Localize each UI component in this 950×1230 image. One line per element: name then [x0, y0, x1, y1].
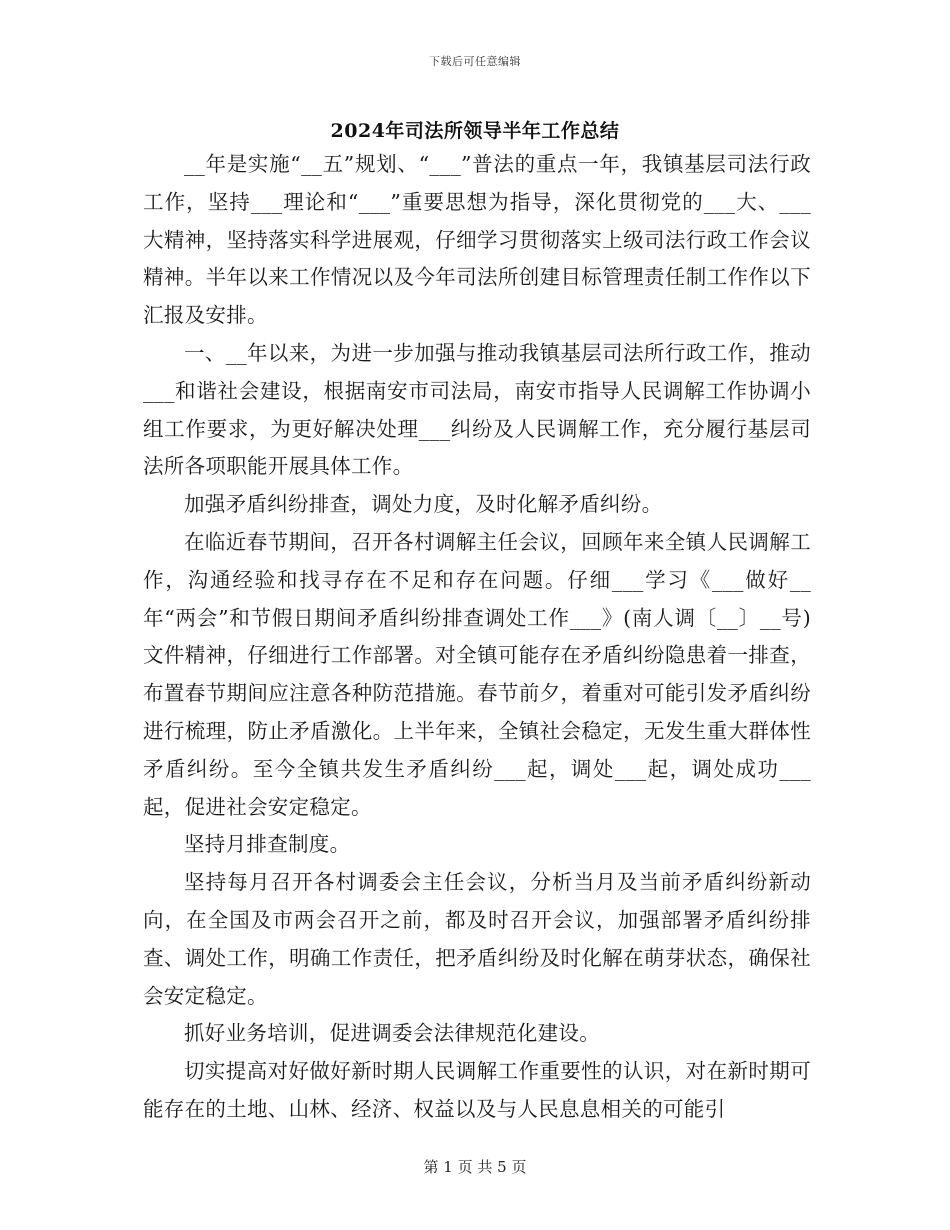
paragraph-heading-monthly-check: 坚持月排查制度。	[184, 832, 351, 857]
paragraph-heading-training: 抓好业务培训，促进调委会法律规范化建设。	[184, 1021, 600, 1046]
paragraph-monthly-meetings: 坚持每月召开各村调委会主任会议，分析当月及当前矛盾纠纷新动向，在全国及市两会召开之前，都及时召开会议，加强部署矛盾纠纷排查、调处工作，明确工作责任，把矛盾纠纷及时化解在萌芽状态，确保社会安定稳定。	[143, 870, 811, 1008]
document-title: 2024年司法所领导半年工作总结	[330, 120, 620, 142]
paragraph-intro: __年是实施“__五”规划、“___”普法的重点一年，我镇基层司法行政工作，坚持___理论和“___”重要思想为指导，深化贯彻党的___大、___大精神，坚持落实科学进展观，仔细学习贯彻落实上级司法行政工作会议精神。半年以来工作情况以及今年司法所创建目标管理责任制工作作以下汇报及安排。	[143, 152, 811, 328]
paragraph-mediation-importance: 切实提高对好做好新时期人民调解工作重要性的认识，对在新时期可能存在的土地、山林、经济、权益以及与人民息息相关的可能引	[143, 1059, 811, 1121]
paragraph-heading-dispute-handling: 加强矛盾纠纷排查，调处力度，及时化解矛盾纠纷。	[184, 492, 663, 517]
page-number: 第 1 页 共 5 页	[423, 1158, 527, 1176]
page-header-note: 下载后可任意编辑	[429, 55, 521, 68]
document-body	[143, 146, 811, 1129]
paragraph-spring-festival: 在临近春节期间，召开各村调解主任会议，回顾年来全镇人民调解工作，沟通经验和找寻存在不足和存在问题。仔细___学习《___做好__年“两会”和节假日期间矛盾纠纷排查调处工作___》(南人调〔__〕__号)文件精神，仔细进行工作部署。对全镇可能存在矛盾纠纷隐患着一排查，布置春节期间应注意各种防范措施。春节前夕，着重对可能引发矛盾纠纷进行梳理，防止矛盾激化。上半年来，全镇社会稳定，无发生重大群体性矛盾纠纷。至今全镇共发生矛盾纠纷___起，调处___起，调处成功___起，促进社会安定稳定。	[143, 529, 811, 819]
paragraph-section-one: 一、__年以来，为进一步加强与推动我镇基层司法所行政工作，推动___和谐社会建设，根据南安市司法局，南安市指导人民调解工作协调小组工作要求，为更好解决处理___纠纷及人民调解工作，充分履行基层司法所各项职能开展具体工作。	[143, 340, 811, 479]
